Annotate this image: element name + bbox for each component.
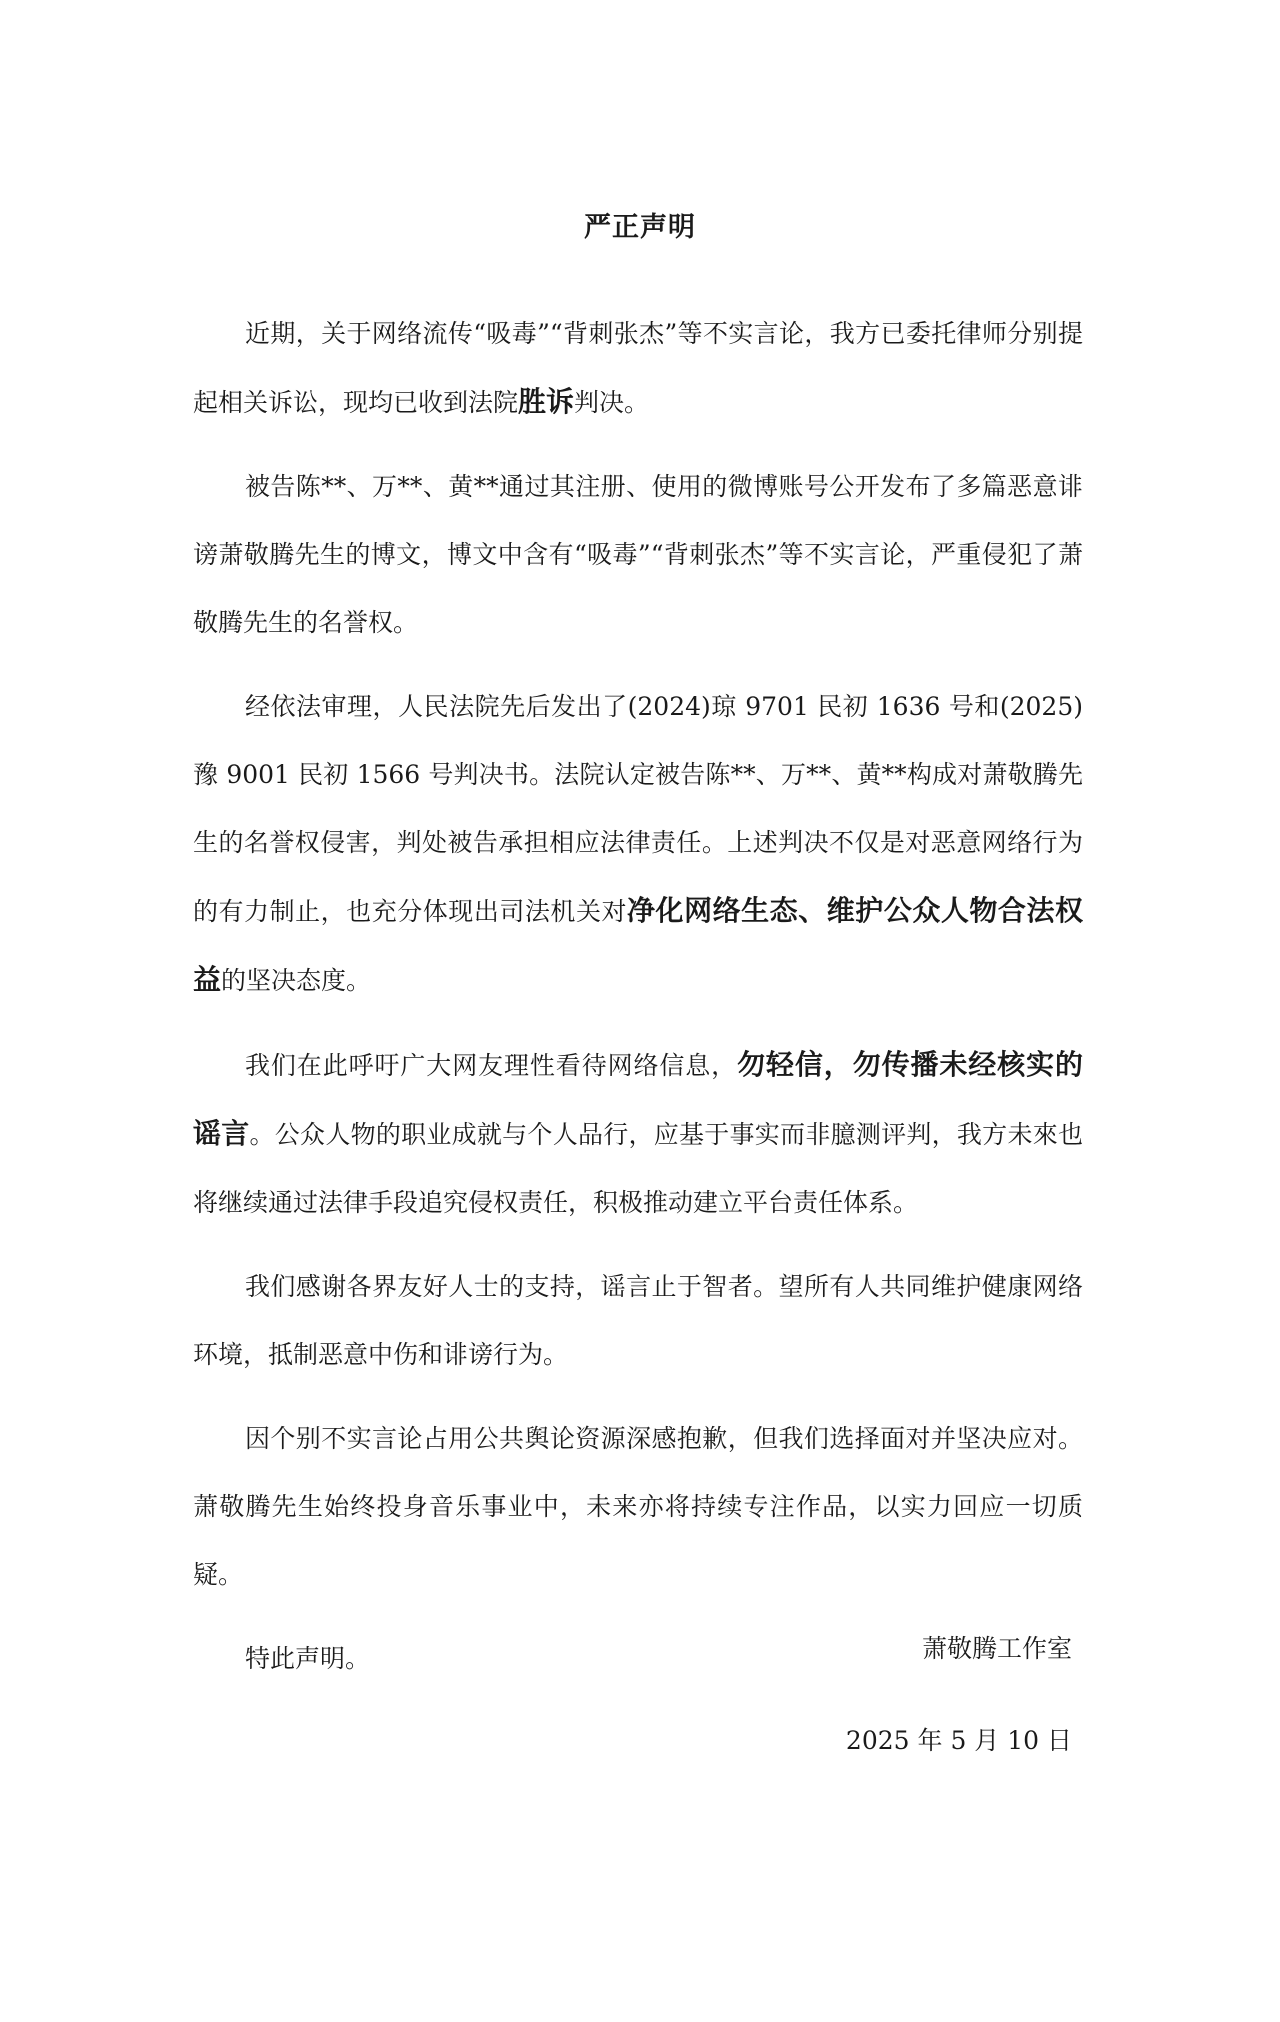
paragraph-closing: 特此声明。 (245, 1644, 371, 1673)
highlight-dont-spread-rumors: 勿轻信，勿传播未经核实的谣言 (193, 1048, 1083, 1150)
document-body (193, 300, 1083, 1709)
paragraph-judgment-end: 的坚决态度。 (221, 966, 372, 995)
paragraph-judgment (193, 673, 1083, 1015)
paragraph-lawsuit (193, 300, 1083, 437)
paragraph-apology: 因个别不实言论占用公共舆论资源深感抱歉，但我们选择面对并坚决应对。萧敬腾先生始终投身音乐事业中，未来亦将持续专注作品，以实力回应一切质疑。 (193, 1424, 1083, 1589)
paragraph-appeal (193, 1031, 1083, 1237)
paragraph-thanks: 我们感谢各界友好人士的支持，谣言止于智者。望所有人共同维护健康网络环境，抵制恶意中伤和诽谤行为。 (193, 1272, 1083, 1369)
paragraph-judgment-text: 经依法审理，人民法院先后发出了(2024)琼 9701 民初 1636 号和(2025)豫 9001 民初 1566 号判决书。法院认定被告陈**、万**、黄**构成对萧敬腾先生的名誉权侵害，判处被告承担相应法律责任。上述判决不仅是对恶意网络行为的有力制止，也充分体现出司法机关对 (193, 692, 1083, 926)
document-title: 严正声明 (584, 212, 696, 243)
paragraph-lawsuit-end: 判决。 (574, 388, 650, 417)
paragraph-appeal-end: 。公众人物的职业成就与个人品行，应基于事实而非臆测评判，我方未來也将继续通过法律手段追究侵权责任，积极推动建立平台责任体系。 (193, 1120, 1083, 1217)
document-date: 2025 年 5 月 10 日 (845, 1726, 1072, 1755)
paragraph-defendants: 被告陈**、万**、黄**通过其注册、使用的微博账号公开发布了多篇恶意诽谤萧敬腾先生的博文，博文中含有“吸毒”“背刺张杰”等不实言论，严重侵犯了萧敬腾先生的名誉权。 (193, 472, 1083, 637)
paragraph-lawsuit-text: 近期，关于网络流传“吸毒”“背刺张杰”等不实言论，我方已委托律师分别提起相关诉讼，现均已收到法院 (193, 319, 1083, 417)
paragraph-appeal-text: 我们在此呼吁广大网友理性看待网络信息， (245, 1051, 738, 1080)
highlight-won-lawsuit: 胜诉 (518, 385, 575, 418)
signature: 萧敬腾工作室 (921, 1634, 1072, 1663)
highlight-purify-network: 净化网络生态、维护公众人物合法权益 (193, 894, 1083, 996)
